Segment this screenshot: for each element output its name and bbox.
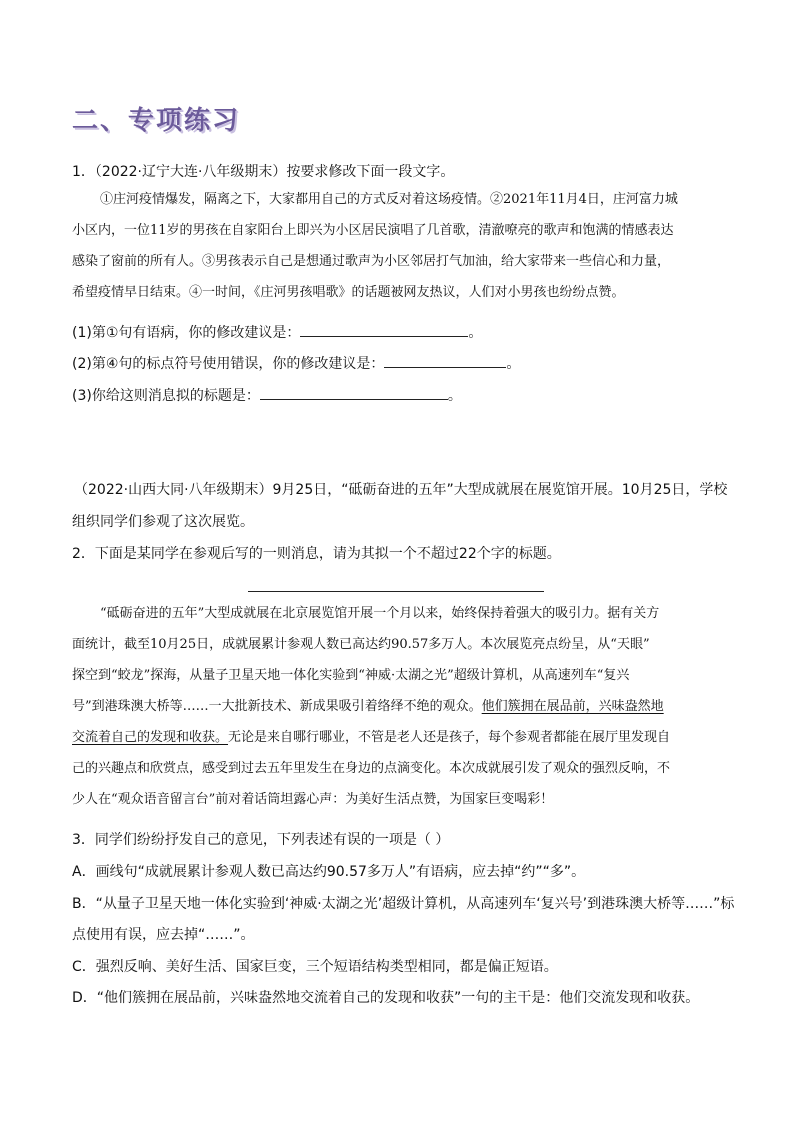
question-2-intro-line: （2022·山西大同·八年级期末）9月25日，“砥砺奋进的五年”大型成就展在展览馆开展。10月25日，学校	[74, 482, 728, 498]
sub-question-1-end: 。	[468, 325, 483, 341]
news-passage	[72, 598, 728, 815]
news-line: “砥砺奋进的五年”大型成就展在北京展览馆开展一个月以来，始终保持着强大的吸引力。据有关方	[100, 606, 660, 621]
sub-question-3	[72, 385, 732, 406]
news-line: 探空到“蛟龙”探海，从量子卫星天地一体化实验到“神威·太湖之光”超级计算机，从高速列车“复兴	[72, 668, 630, 683]
news-line: 号”到港珠澳大桥等……一大批新技术、新成果吸引着络绎不绝的观众。	[72, 699, 482, 714]
answer-blank-2[interactable]	[384, 353, 506, 368]
question-1-passage	[72, 184, 728, 308]
title-answer-line[interactable]	[248, 591, 544, 592]
passage-line: 希望疫情早日结束。④一时间，《庄河男孩唱歌》的话题被网友热议，人们对小男孩也纷纷点赞。	[72, 285, 625, 300]
option-c[interactable]: C．强烈反响、美好生活、国家巨变，三个短语结构类型相同，都是偏正短语。	[72, 959, 558, 975]
news-line: 己的兴趣点和欣赏点，感受到过去五年里发生在身边的点滴变化。本次成就展引发了观众的强烈反响，不	[72, 761, 671, 776]
sub-question-2-end: 。	[506, 356, 521, 372]
answer-blank-1[interactable]	[300, 322, 468, 337]
underlined-sentence: 他们簇拥在展品前，兴味盎然地	[481, 699, 664, 714]
question-2-stem: 2．下面是某同学在参观后写的一则消息，请为其拟一个不超过22个字的标题。	[72, 546, 561, 562]
option-b-continued: 点使用有误，应去掉“……”。	[72, 927, 255, 943]
sub-question-3-end: 。	[447, 388, 462, 404]
passage-line: 小区内，一位11岁的男孩在自家阳台上即兴为小区居民演唱了几首歌，清澈嘹亮的歌声和饱满的情感表达	[72, 223, 674, 238]
news-line: 少人在“观众语音留言台”前对着话筒坦露心声：为美好生活点赞，为国家巨变喝彩！	[72, 792, 554, 807]
question-3-stem: 3．同学们纷纷抒发自己的意见，下列表述有误的一项是（ ）	[72, 832, 450, 848]
passage-line: ①庄河疫情爆发，隔离之下，大家都用自己的方式反对着这场疫情。②2021年11月4日，庄河富力城	[100, 192, 678, 207]
underlined-sentence: 交流着自己的发现和收获。	[72, 730, 229, 745]
question-1-stem: 1．（2022·辽宁大连·八年级期末）按要求修改下面一段文字。	[72, 164, 455, 180]
news-line: 面统计，截至10月25日，成就展累计参观人数已高达约90.57多万人。本次展览亮点纷呈，从“天眼”	[72, 637, 650, 652]
passage-line: 感染了窗前的所有人。③男孩表示自己是想通过歌声为小区邻居打气加油，给大家带来一些信心和力量，	[72, 254, 671, 269]
sub-question-2-label: (2)第④句的标点符号使用错误，你的修改建议是：	[72, 356, 385, 372]
option-b[interactable]: B．“从量子卫星天地一体化实验到‘神威·太湖之光’超级计算机，从高速列车‘复兴号’到港珠澳大桥等……”标	[72, 896, 735, 912]
question-2-intro-line: 组织同学们参观了这次展览。	[72, 514, 254, 530]
option-a[interactable]: A．画线句“成就展累计参观人数已高达约90.57多万人”有语病，应去掉“约”“多”。	[72, 864, 586, 880]
sub-question-1	[72, 322, 732, 343]
news-line: 无论是来自哪行哪业，不管是老人还是孩子，每个参观者都能在展厅里发现自	[228, 730, 671, 745]
answer-blank-3[interactable]	[260, 385, 448, 400]
sub-question-3-label: (3)你给这则消息拟的标题是：	[72, 388, 260, 404]
sub-question-1-label: (1)第①句有语病，你的修改建议是：	[72, 325, 301, 341]
option-d[interactable]: D．“他们簇拥在展品前，兴味盎然地交流着自己的发现和收获”一句的主干是：他们交流发现和收获。	[72, 990, 700, 1006]
sub-question-2	[72, 353, 732, 374]
section-title: 二、专项练习	[72, 106, 241, 136]
